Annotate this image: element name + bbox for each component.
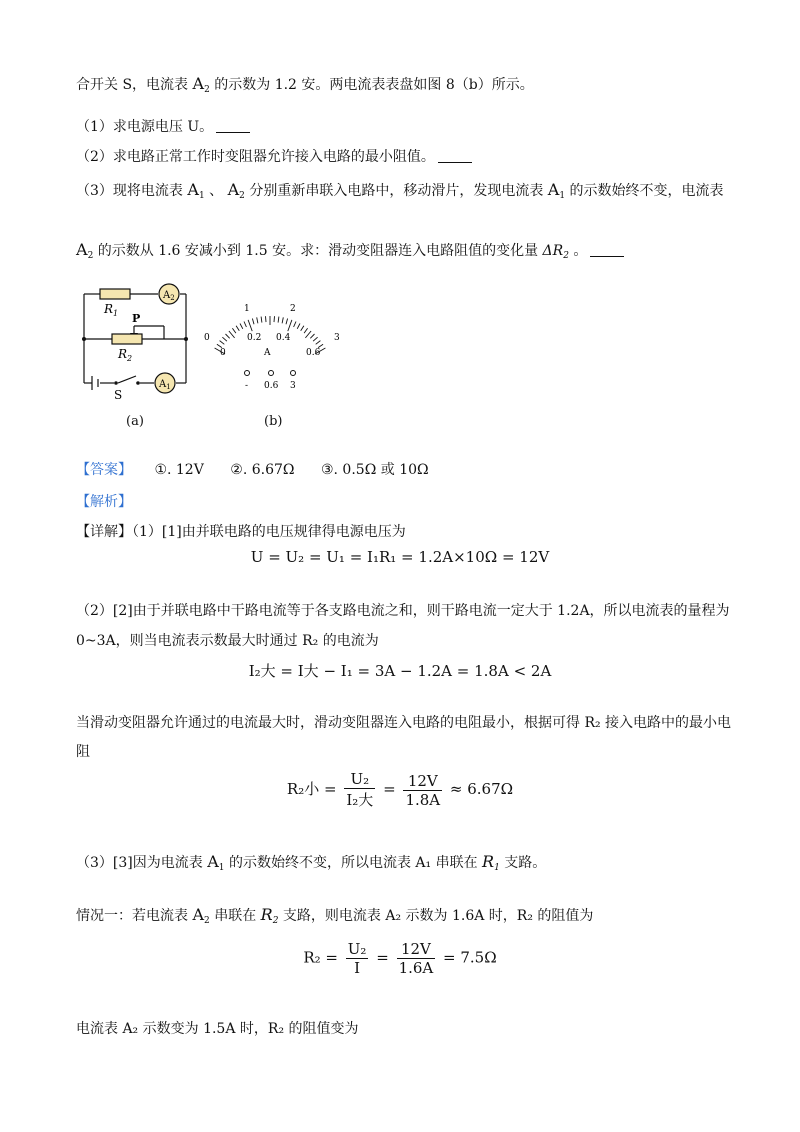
detail-tag: 【详解】 [76,524,132,540]
resistor-r1 [100,289,130,299]
detail-line-2a: （2）[2]由于并联电路中干路电流等于各支路电流之和，则干路电流一定大于 1.2A，所以电流表的量程为 [76,603,730,619]
dial-tick [278,317,279,323]
label-r2: $R_2$ [118,347,133,363]
dial-unit: A [264,348,271,358]
dial-tick [236,326,239,331]
ammeter-a2-symbol: $A_2$ [227,180,245,201]
answer-blank-2[interactable] [438,149,472,163]
ammeter-a1-symbol: $A_1$ [547,180,566,201]
question-3-line-2: $A_2$ 的示数从 1.6 安减小到 1.5 安。求：滑动变阻器连入电路阻值的变化量 $\Delta R_2$ 。 [76,240,624,263]
dial-tick [220,341,225,345]
terminal-3: 3 [290,381,296,391]
delta-r2-symbol: $\Delta R_2$ [542,243,569,261]
dial-tick [248,320,252,331]
figure-label-a: (a) [126,414,144,429]
dial-tick [266,316,267,322]
dial-inner-2: 0.4 [276,333,291,343]
dial-tick [282,317,283,323]
label-s: S [114,388,123,402]
label-a2: $A_2$ [163,290,175,302]
dial-tick [310,334,314,338]
dial-tick [288,320,292,331]
ammeter-a2-symbol: $A_2$ [76,240,94,261]
analysis-tag: 【解析】 [76,494,132,510]
dial-tick [226,334,230,338]
detail-line-2b: 0~3A，则当电流表示数最大时通过 R₂ 的电流为 [76,633,379,649]
terminal-negative: - [245,381,249,391]
dial-tick [274,316,275,322]
question-2: （2）求电路正常工作时变阻器允许接入电路的最小阻值。 [76,148,472,166]
ammeter-a2-symbol: $A_2$ [192,905,210,926]
terminal-0-6: 0.6 [264,381,279,391]
dial-tick [316,341,321,345]
label-p: P [132,312,141,325]
dial-tick [244,322,246,328]
dial-tick [222,337,227,341]
dial-tick [294,322,296,328]
detail-line-5: 情况一：若电流表 $A_2$ 串联在 $R_2$ 支路，则电流表 A₂ 示数为 1.6A 时，R₂ 的阻值为 [76,905,594,926]
dial-tick [232,328,236,333]
dial-tick [297,324,300,329]
detail-line-4: （3）[3]因为电流表 $A_1$ 的示数始终不变，所以电流表 A₁ 串联在 $R_1$ 支路。 [76,852,547,873]
dial-outer-3: 3 [334,333,340,343]
answer-3: ③. 0.5Ω 或 10Ω [320,462,429,478]
r2-symbol: $R_2$ [260,905,279,926]
rheostat-r2 [112,334,142,344]
figure-label-b: (b) [264,414,283,429]
detail-line-6: 电流表 A₂ 示数变为 1.5A 时，R₂ 的阻值变为 [76,1021,359,1037]
analysis-tag-line [76,493,132,511]
dial-tick [286,319,288,325]
dial-inner-1: 0.2 [247,333,262,343]
circuit-diagram [78,280,198,405]
dial-outer-1: 1 [244,304,250,314]
dial-inner-3: 0.6 [306,348,321,358]
question-1: （1）求电源电压 U。 [76,118,250,136]
equation-3: R₂小 = $\frac{\text{U₂}}{\text{I₂大}}$ = $\frac{12V}{1.8A}$ ≈ 6.67Ω [286,770,514,809]
dial-tick [304,328,308,333]
dial-tick [313,337,318,341]
dial-tick [305,331,311,338]
answer-line [76,461,429,479]
dial-outer-0: 0 [204,333,210,343]
detail-line-1: 【详解】（1）[1]由并联电路的电压规律得电源电压为 [76,524,406,540]
intro-line: 合开关 S，电流表 $A_2$ 的示数为 1.2 安。两电流表表盘如图 8（b）所示。 [76,74,534,95]
dial-tick [301,326,304,331]
ammeter-dial [200,292,345,392]
ammeter-a1-symbol: $A_1$ [187,180,205,201]
detail-line-3b: 阻 [76,744,90,760]
ammeter-a1-symbol: $A_1$ [207,852,225,873]
question-3-line-1: （3）现将电流表 $A_1$ 、 $A_2$ 分别重新串联入电路中，移动滑片，发现电流表 $A_1$ 的示数始终不变，电流表 [76,180,724,201]
answer-2: ②. 6.67Ω [230,462,295,478]
detail-line-3a: 当滑动变阻器允许通过的电流最大时，滑动变阻器连入电路的电阻最小，根据可得 R₂ 接入电路中的最小电 [76,715,732,731]
dial-tick [229,331,235,338]
equation-4: R₂ = $\frac{\text{U₂}}{I}$ = $\frac{12V}{1.6A}$ = 7.5Ω [303,940,497,977]
dial-outer-2: 2 [290,304,296,314]
equation-2: I₂大 = I大 − I₁ = 3A − 1.2A = 1.8A < 2A [248,662,552,680]
answer-blank-3[interactable] [590,243,624,257]
answer-tag: 【答案】 [76,462,132,478]
dial-tick [257,317,258,323]
answer-1: ①. 12V [154,462,204,478]
equation-1: U = U₂ = U₁ = I₁R₁ = 1.2A×10Ω = 12V [250,548,550,566]
dial-tick [240,324,243,329]
dial-inner-0: 0 [220,348,226,358]
r1-symbol: $R_1$ [482,852,500,873]
ammeter-a2-symbol: $A_2$ [192,74,210,95]
label-a1: $A_1$ [159,379,171,391]
dial-tick [261,317,262,323]
answer-blank-1[interactable] [216,119,250,133]
label-r1: $R_1$ [104,302,119,318]
dial-tick [252,319,254,325]
